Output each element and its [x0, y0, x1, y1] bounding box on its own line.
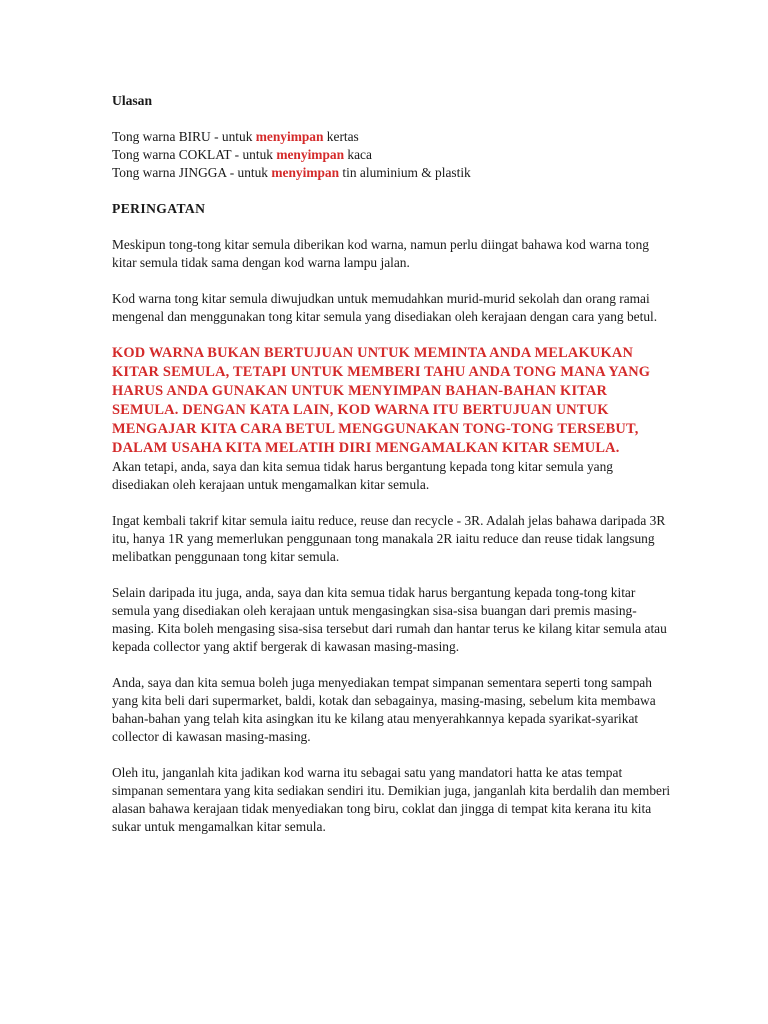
bin-line-jingga: [112, 164, 672, 182]
bin-line-text: tin aluminium & plastik: [339, 165, 471, 180]
bin-line-text: kertas: [323, 129, 359, 144]
highlight-menyimpan: menyimpan: [255, 129, 324, 144]
bin-color-list: [112, 128, 672, 182]
paragraph-6: Anda, saya dan kita semua boleh juga menyediakan tempat simpanan sementara seperti tong sampah yang kita beli dari supermarket, baldi, kotak dan sebagainya, masing-masing, sebelum kita membawa bahan-bahan yang telah kita asingkan itu ke kilang atau menyerahkannya kepada syarikat-syarikat collector di kawasan masing-masing.: [112, 675, 656, 744]
highlight-menyimpan: menyimpan: [276, 147, 345, 162]
bin-line-coklat: [112, 146, 672, 164]
bin-line-text: kaca: [344, 147, 372, 162]
document-page: [112, 92, 672, 854]
bin-line-text: Tong warna COKLAT - untuk: [112, 147, 277, 162]
paragraph-5: Selain daripada itu juga, anda, saya dan kita semua tidak harus bergantung kepada tong-tong kitar semula yang disediakan oleh kerajaan untuk mengasingkan sisa-sisa buangan dari premis masing-masing. Kita boleh mengasing sisa-sisa tersebut dari rumah dan hantar terus ke kilang kitar semula atau kepada collector yang aktif bergerak di kawasan masing-masing.: [112, 585, 667, 654]
heading-peringatan: PERINGATAN: [112, 201, 206, 216]
paragraph-7: Oleh itu, janganlah kita jadikan kod warna itu sebagai satu yang mandatori hatta ke atas tempat simpanan sementara yang kita sediakan sendiri itu. Demikian juga, janganlah kita berdalih dan memberi alasan bahawa kerajaan tidak menyediakan tong biru, coklat dan jingga di tempat kita kerana itu kita sukar untuk mengamalkan kitar semula.: [112, 765, 671, 834]
highlight-menyimpan: menyimpan: [271, 165, 340, 180]
bin-line-text: Tong warna JINGGA - untuk: [112, 165, 272, 180]
paragraph-3: Akan tetapi, anda, saya dan kita semua tidak harus bergantung kepada tong kitar semula yang disediakan oleh kerajaan untuk mengamalkan kitar semula.: [112, 459, 613, 492]
paragraph-4: Ingat kembali takrif kitar semula iaitu reduce, reuse dan recycle - 3R. Adalah jelas bahawa daripada 3R itu, hanya 1R yang memerlukan penggunaan tong manakala 2R iaitu reduce dan reuse tidak langsung melibatkan penggunaan tong kitar semula.: [112, 513, 666, 564]
bin-line-biru: [112, 128, 672, 146]
warning-paragraph: KOD WARNA BUKAN BERTUJUAN UNTUK MEMINTA ANDA MELAKUKAN KITAR SEMULA, TETAPI UNTUK MEMBERI TAHU ANDA TONG MANA YANG HARUS ANDA GUNAKAN UNTUK MENYIMPAN BAHAN-BAHAN KITAR SEMULA. DENGAN KATA LAIN, KOD WARNA ITU BERTUJUAN UNTUK MENGAJAR KITA CARA BETUL MENGGUNAKAN TONG-TONG TERSEBUT, DALAM USAHA KITA MELATIH DIRI MENGAMALKAN KITAR SEMULA.: [112, 345, 651, 456]
paragraph-2: Kod warna tong kitar semula diwujudkan untuk memudahkan murid-murid sekolah dan orang ramai mengenal dan menggunakan tong kitar semula yang disediakan oleh kerajaan dengan cara yang betul.: [112, 291, 658, 324]
heading-ulasan: Ulasan: [112, 93, 153, 108]
bin-line-text: Tong warna BIRU - untuk: [112, 129, 256, 144]
paragraph-1: Meskipun tong-tong kitar semula diberikan kod warna, namun perlu diingat bahawa kod warna tong kitar semula tidak sama dengan kod warna lampu jalan.: [112, 237, 649, 270]
